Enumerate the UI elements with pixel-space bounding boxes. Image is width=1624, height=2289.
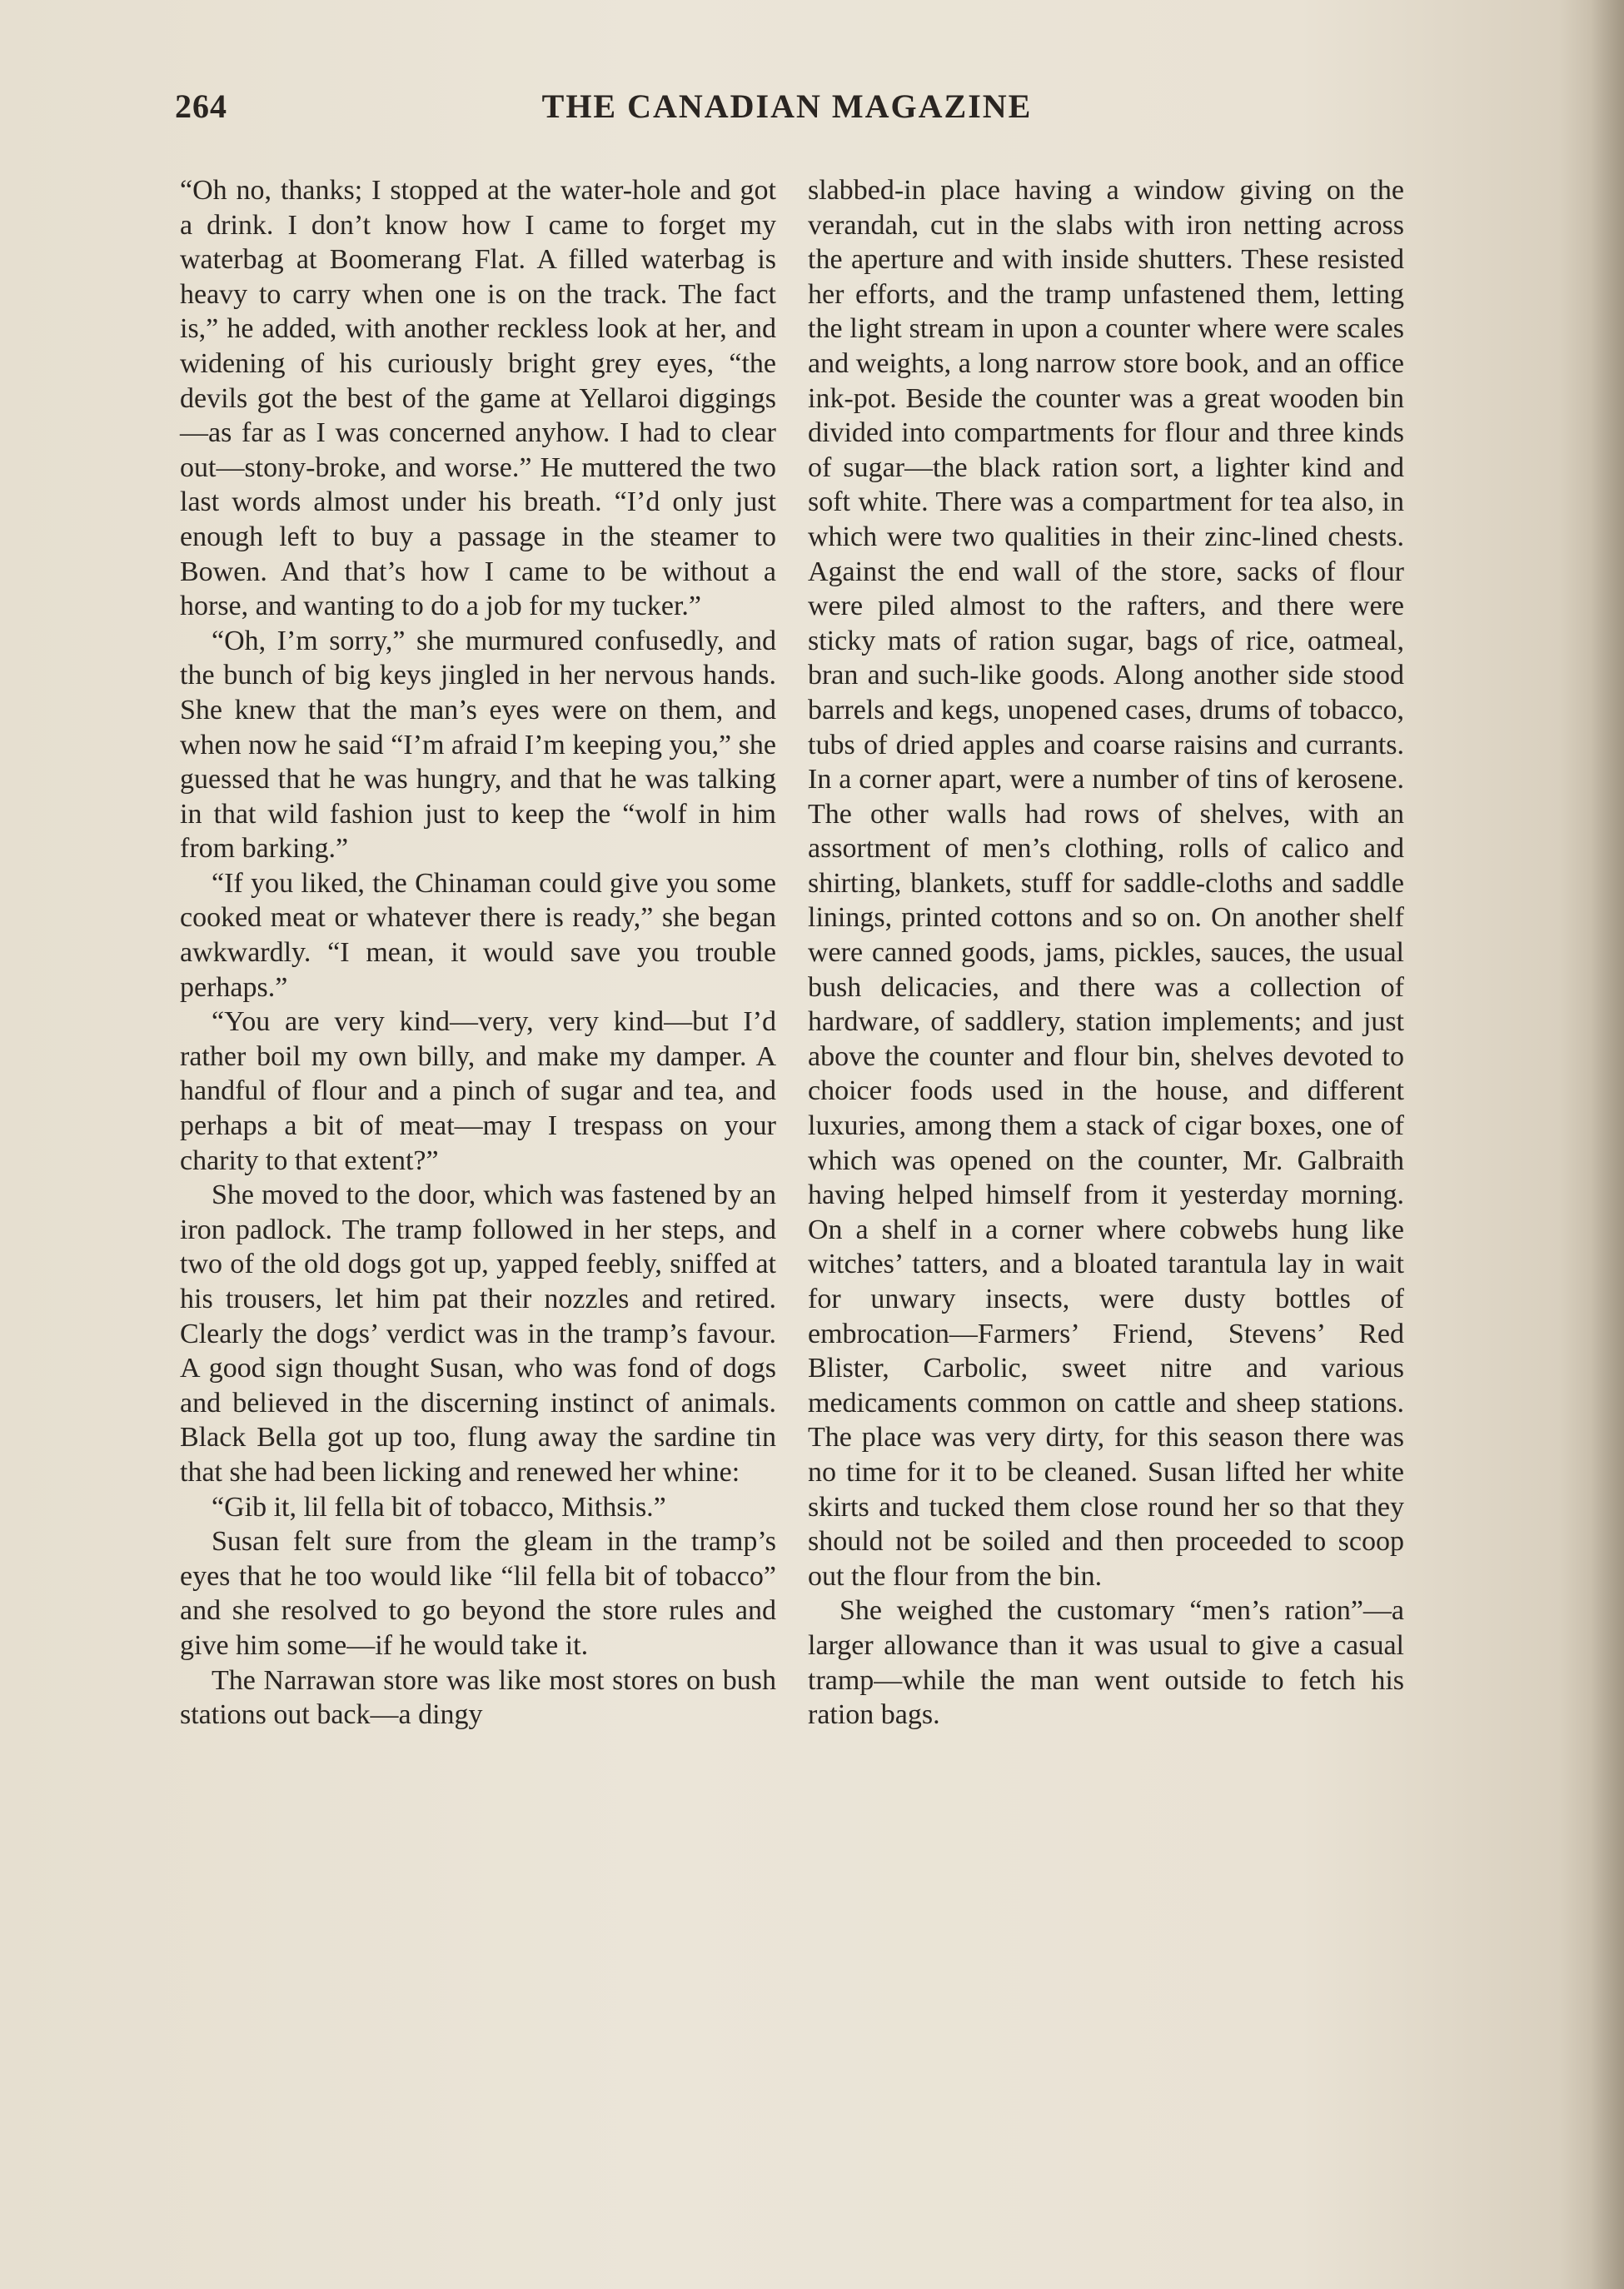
binding-shadow	[1591, 0, 1624, 2289]
page-number: 264	[175, 87, 227, 125]
paragraph: “If you liked, the Chinaman could give you some cooked meat or whatever there is ready,” she began awkwardly. “I mean, it would save you trouble perhaps.”	[180, 867, 776, 1003]
paragraph: She weighed the customary “men’s ration”—a larger allowance than it was usual to give a casual tramp—while the man went outside to fetch his ration bags.	[808, 1595, 1404, 1731]
paragraph: The Narrawan store was like most stores on bush stations out back—a dingy	[180, 1664, 776, 1731]
paragraph: “Oh, I’m sorry,” she murmured confusedly, and the bunch of big keys jingled in her nervous hands. She knew that the man’s eyes were on them, and when now he said “I’m afraid I’m keeping you,” she guessed that he was hungry, and that he was talking in that wild fashion just to keep the “wolf in him from barking.”	[180, 625, 776, 865]
running-head	[175, 87, 1399, 137]
magazine-title: THE CANADIAN MAGAZINE	[541, 87, 1033, 125]
paragraph: Susan felt sure from the gleam in the tramp’s eyes that he too would like “lil fella bit of tobacco” and she resolved to go beyond the store rules and give him some—if he would take it.	[180, 1526, 776, 1661]
paragraph: She moved to the door, which was fastened by an iron padlock. The tramp followed in her steps, and two of the old dogs got up, yapped feebly, sniffed at his trousers, let him pat their nozzles and retired. Clearly the dogs’ verdict was in the tramp’s favour. A good sign thought Susan, who was fond of dogs and believed in the discerning instinct of animals. Black Bella got up too, flung away the sardine tin that she had been licking and renewed her whine:	[180, 1179, 776, 1488]
right-column	[808, 173, 1404, 1733]
paragraph: “Oh no, thanks; I stopped at the water-hole and got a drink. I don’t know how I came to forget my waterbag at Boomerang Flat. A filled waterbag is heavy to carry when one is on the track. The fact is,” he added, with another reckless look at her, and widening of his curiously bright grey eyes, “the devils got the best of the game at Yellaroi diggings—as far as I was concerned anyhow. I had to clear out—stony-broke, and worse.” He muttered the two last words almost under his breath. “I’d only just enough left to buy a passage in the steamer to Bowen. And that’s how I came to be without a horse, and wanting to do a job for my tucker.”	[180, 175, 776, 622]
paragraph: slabbed-in place having a window giving on the verandah, cut in the slabs with iron netting across the aperture and with inside shutters. These resisted her efforts, and the tramp unfastened them, letting the light stream in upon a counter where were scales and weights, a long narrow store book, and an office ink-pot. Beside the counter was a great wooden bin divided into compartments for flour and three kinds of sugar—the black ration sort, a lighter kind and soft white. There was a compartment for tea also, in which were two qualities in their zinc-lined chests. Against the end wall of the store, sacks of flour were piled almost to the rafters, and there were sticky mats of ration sugar, bags of rice, oatmeal, bran and such-like goods. Along another side stood barrels and kegs, unopened cases, drums of tobacco, tubs of dried apples and coarse raisins and currants. In a corner apart, were a number of tins of kerosene. The other walls had rows of shelves, with an assortment of men’s clothing, rolls of calico and shirting, blankets, stuff for saddle-cloths and saddle linings, printed cottons and so on. On another shelf were canned goods, jams, pickles, sauces, the usual bush delicacies, and there was a collection of hardware, of saddlery, station implements; and just above the counter and flour bin, shelves devoted to choicer foods used in the house, and different luxuries, among them a stack of cigar boxes, one of which was opened on the counter, Mr. Galbraith having helped himself from it yesterday morning. On a shelf in a corner where cobwebs hung like witches’ tatters, and a bloated tarantula lay in wait for unwary insects, were dusty bottles of embrocation—Farmers’ Friend, Stevens’ Red Blister, Carbolic, sweet nitre and various medicaments common on cattle and sheep stations. The place was very dirty, for this season there was no time for it to be cleaned. Susan lifted her white skirts and tucked them close round her so that they should not be soiled and then proceeded to scoop out the flour from the bin.	[808, 175, 1404, 1592]
paragraph: “You are very kind—very, very kind—but I’d rather boil my own billy, and make my damper. A handful of flour and a pinch of sugar and tea, and perhaps a bit of meat—may I trespass on your charity to that extent?”	[180, 1006, 776, 1176]
paragraph: “Gib it, lil fella bit of tobacco, Mithsis.”	[212, 1491, 666, 1523]
left-column	[180, 173, 776, 1733]
